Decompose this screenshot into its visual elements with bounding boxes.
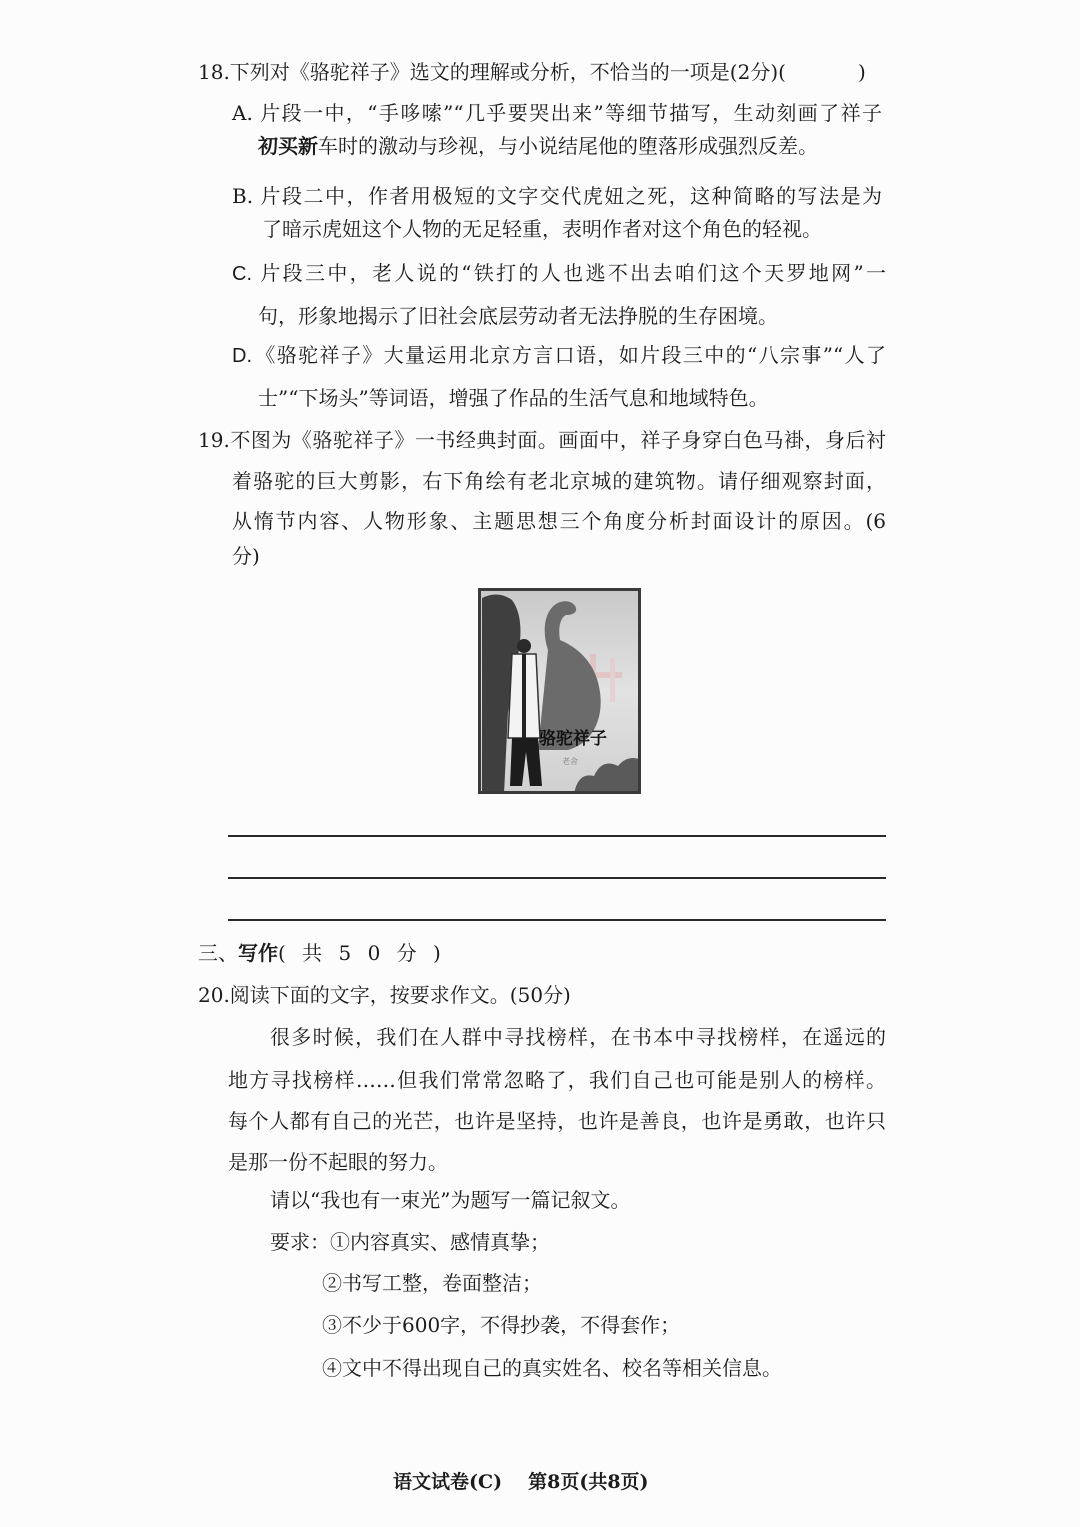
option-a-label: A. bbox=[232, 101, 253, 125]
option-a-line-1 bbox=[232, 101, 882, 125]
option-d-text-line-2: 士”“下场头”等词语，增强了作品的生活气息和地域特色。 bbox=[258, 386, 769, 410]
footer-paper-name: 语文试卷(C) bbox=[393, 1471, 503, 1493]
answer-line-3 bbox=[228, 919, 886, 921]
answer-line-1 bbox=[228, 835, 886, 837]
option-c-line-2 bbox=[258, 304, 778, 328]
material-line-4: 是那一份不起眼的努力。 bbox=[228, 1150, 448, 1174]
material-line-2: 地方寻找榜样……但我们常常忽略了，我们自己也可能是别人的榜样。 bbox=[228, 1068, 886, 1092]
cover-title: 骆驼祥子 bbox=[539, 729, 607, 749]
section-3-score: ( 共 5 0 分 ) bbox=[278, 941, 446, 965]
option-a-text-line-2: 车时的激动与珍视，与小说结尾他的堕落形成强烈反差。 bbox=[318, 134, 818, 158]
option-a-text-line-1: 片段一中，“手哆嗦”“几乎要哭出来”等细节描写，生动刻画了祥子 bbox=[258, 101, 882, 125]
watermark-stroke-3 bbox=[610, 658, 615, 702]
cover-author: 老舍 bbox=[562, 757, 578, 766]
q18-stem bbox=[198, 60, 786, 84]
option-d-line-2 bbox=[258, 386, 769, 410]
option-b-line-1 bbox=[232, 184, 882, 208]
option-d-line-1 bbox=[232, 343, 886, 368]
option-b-text-line-1: 片段二中，作者用极短的文字交代虎妞之死，这种简略的写法是为 bbox=[259, 184, 882, 208]
requirement-2: ②书写工整，卷面整洁； bbox=[322, 1271, 542, 1295]
q18-stem-text: 18.下列对《骆驼祥子》选文的理解或分析，不恰当的一项是(2分)( bbox=[198, 60, 786, 84]
section-3-prefix: 三、 bbox=[198, 941, 238, 965]
section-3-title: 写作 bbox=[238, 941, 278, 965]
requirement-4: ④文中不得出现自己的真实姓名、校名等相关信息。 bbox=[322, 1356, 782, 1380]
option-b-text-line-2: 了暗示虎妞这个人物的无足轻重，表明作者对这个角色的轻视。 bbox=[262, 217, 822, 241]
material-line-3: 每个人都有自己的光芒，也许是坚持，也许是善良，也许是勇敢，也许只 bbox=[228, 1109, 886, 1133]
q19-line-4: 分) bbox=[232, 544, 260, 568]
q19-line-2: 着骆驼的巨大剪影，右下角绘有老北京城的建筑物。请仔细观察封面， bbox=[232, 469, 886, 493]
option-d-label: D. bbox=[232, 345, 252, 367]
section-3-heading bbox=[198, 941, 446, 965]
option-c-text-line-2: 句，形象地揭示了旧社会底层劳动者无法挣脱的生存困境。 bbox=[258, 304, 778, 328]
option-c-line-1 bbox=[232, 261, 886, 286]
material-line-1: 很多时候，我们在人群中寻找榜样，在书本中寻找榜样，在遥远的 bbox=[270, 1025, 886, 1049]
q20-prompt: 请以“我也有一束光”为题写一篇记叙文。 bbox=[270, 1188, 631, 1212]
page-footer bbox=[393, 1470, 649, 1494]
answer-line-2 bbox=[228, 877, 886, 879]
book-cover-svg bbox=[478, 588, 641, 794]
option-c-text-line-1: 片段三中，老人说的“铁打的人也逃不出去咱们这个天罗地网”一 bbox=[258, 261, 886, 285]
q18-answer-paren-close: ) bbox=[858, 60, 866, 84]
option-c-label: C. bbox=[232, 263, 252, 285]
xiangzi-head bbox=[517, 639, 531, 653]
q19-line-1: 19.不图为《骆驼祥子》一书经典封面。画面中，祥子身穿白色马褂，身后衬 bbox=[198, 428, 886, 452]
option-a-bold-phrase: 初买新 bbox=[258, 134, 318, 158]
book-cover-image bbox=[478, 588, 641, 794]
requirement-1: ①内容真实、感情真挚； bbox=[330, 1230, 550, 1254]
option-d-text-line-1: 《骆驼祥子》大量运用北京方言口语，如片段三中的“八宗事”“人了 bbox=[254, 343, 886, 367]
requirements-label: 要求： bbox=[270, 1230, 330, 1254]
option-b-line-2 bbox=[262, 217, 822, 241]
watermark-stroke-2 bbox=[596, 672, 622, 678]
q20-stem: 20.阅读下面的文字，按要求作文。(50分) bbox=[198, 983, 571, 1007]
jacket-center-stripe bbox=[522, 654, 526, 738]
q19-line-3: 从惰节内容、人物形象、主题思想三个角度分析封面设计的原因。(6 bbox=[232, 509, 886, 533]
footer-page-number: 第8页(共8页) bbox=[528, 1471, 649, 1493]
option-a-line-2 bbox=[258, 134, 818, 158]
requirement-1-row bbox=[270, 1230, 550, 1254]
requirement-3: ③不少于600字，不得抄袭，不得套作； bbox=[322, 1313, 681, 1337]
option-b-label: B. bbox=[232, 184, 254, 208]
